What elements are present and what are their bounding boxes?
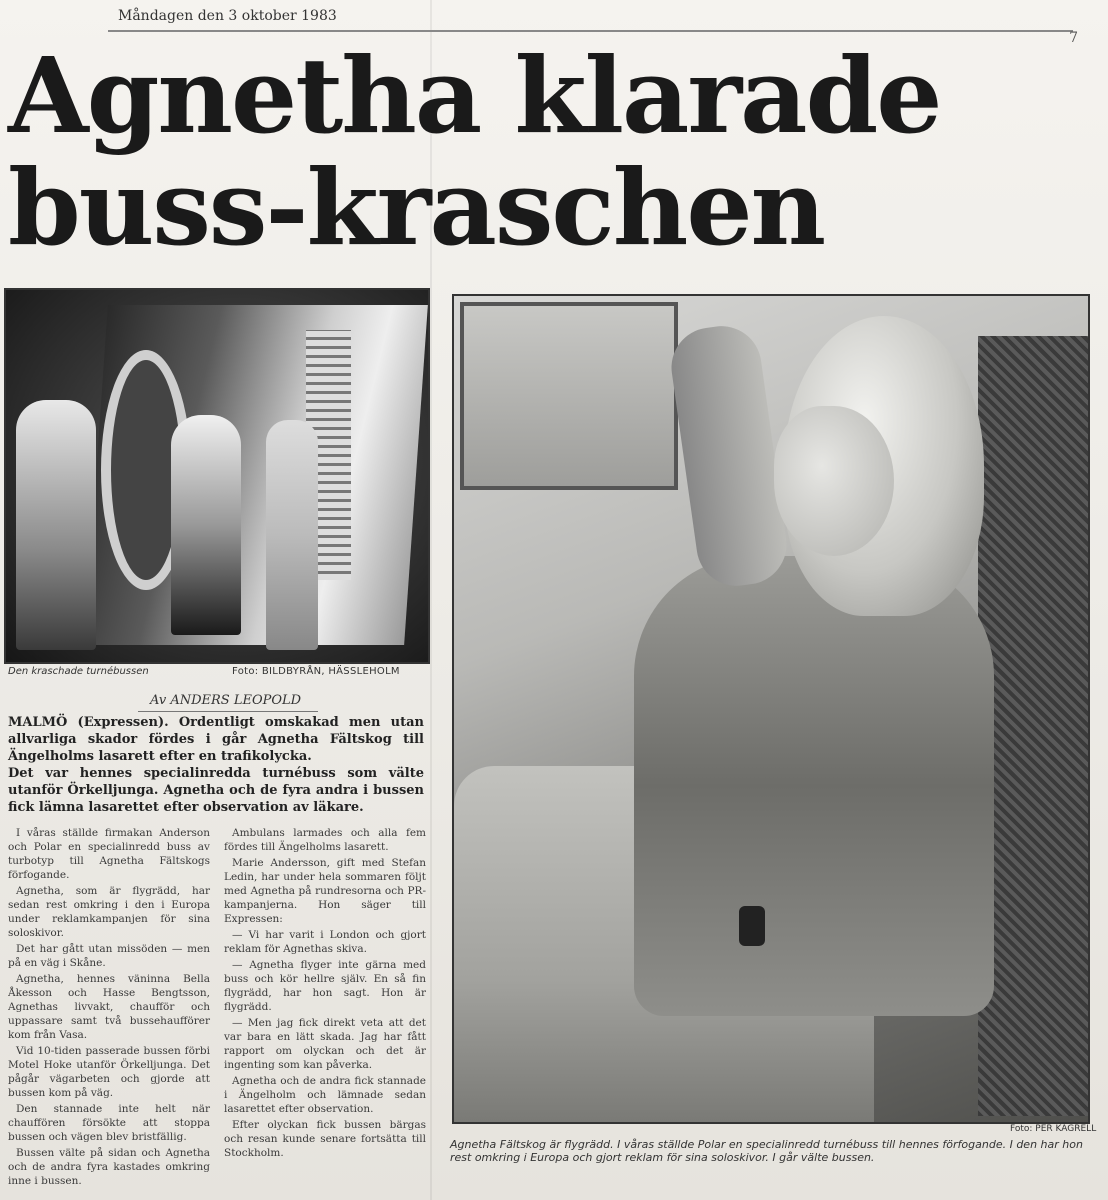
wristwatch — [739, 906, 765, 946]
crash-photo-credit: Foto: BILDBYRÅN, HÄSSLEHOLM — [232, 666, 400, 677]
headline-line-2: buss-kraschen — [8, 146, 825, 269]
body-paragraph: Agnetha, som är flygrädd, har sedan rest omkring i den i Europa under reklamkampanjen för sina soloskivor. — [8, 885, 210, 939]
byline-rule — [138, 711, 318, 712]
dateline-rule — [108, 30, 1073, 32]
article-column-2 — [224, 826, 426, 1200]
body-paragraph: Bussen välte på sidan och Agnetha och de andra fyra kastades omkring inne i bussen. — [8, 1147, 210, 1187]
body-paragraph: I våras ställde firmakan Anderson och Polar en specialinredd buss av turbotyp till Agnetha Fältskogs förfogande. — [8, 827, 210, 881]
lead-paragraphs — [8, 714, 424, 816]
body-paragraph: Det har gått utan missöden — men på en väg i Skåne. — [8, 943, 210, 969]
rescuer-figure — [171, 415, 241, 635]
bus-window — [460, 302, 678, 490]
crash-photo — [4, 288, 430, 664]
page-number: 7 — [1069, 30, 1078, 46]
byline: Av ANDERS LEOPOLD — [150, 693, 302, 708]
portrait-raised-arm — [666, 321, 791, 591]
body-paragraph: Efter olyckan fick bussen bärgas och resan kunde senare fortsätta till Stockholm. — [224, 1119, 426, 1159]
body-paragraph: Agnetha, hennes väninna Bella Åkesson och Hasse Bengtsson, Agnethas livvakt, chaufför och uppassare samt två bussehaufförer kom från Vasa. — [8, 973, 210, 1041]
portrait-photo-credit: Foto: PER KAGRELL — [1010, 1124, 1097, 1134]
portrait-face — [774, 406, 894, 556]
portrait-photo-caption: Agnetha Fältskog är flygrädd. I våras ställde Polar en specialinredd turnébuss till hennes förfogande. I den har hon rest omkring i Europa och gjort reklam för sina soloskivor. I går välte bussen. — [450, 1138, 1083, 1164]
lead-paragraph: MALMÖ (Expressen). Ordentligt omskakad men utan allvarliga skador fördes i går Agnetha Fältskog till Ängelholms lasarett efter en trafikolycka. — [8, 715, 424, 764]
body-paragraph: Vid 10-tiden passerade bussen förbi Motel Hoke utanför Örkelljunga. Det pågår vägarbeten och gjorde att bussen kom på väg. — [8, 1045, 210, 1099]
headline-line-1: Agnetha klarade — [8, 34, 941, 157]
firefighter-figure — [16, 400, 96, 650]
portrait-body — [634, 556, 994, 1016]
body-paragraph: — Vi har varit i London och gjort reklam för Agnethas skiva. — [224, 929, 426, 955]
lead-paragraph: Det var hennes specialinredda turnébuss som välte utanför Örkelljunga. Agnetha och de fyra andra i bussen fick lämna lasarettet efter observation av läkare. — [8, 766, 424, 815]
bystander-figure — [266, 420, 318, 650]
headline — [8, 34, 1098, 269]
body-paragraph: — Men jag fick direkt veta att det var bara en lätt skada. Jag har fått rapport om olyckan och det är ingenting som kan påverka. — [224, 1017, 426, 1071]
seat-upholstery — [978, 336, 1088, 1116]
dateline: Måndagen den 3 oktober 1983 — [118, 8, 337, 24]
body-paragraph: Agnetha och de andra fick stannade i Ängelholm och lämnade sedan lasarettet efter observation. — [224, 1075, 426, 1115]
article-body — [8, 826, 426, 1200]
portrait-photo — [452, 294, 1090, 1124]
body-paragraph: Ambulans larmades och alla fem fördes till Ängelholms lasarett. — [224, 827, 426, 853]
body-paragraph: — Agnetha flyger inte gärna med buss och kör hellre själv. En så fin flygrädd, har hon sagt. Hon är flygrädd. — [224, 959, 426, 1013]
article-column-1 — [8, 826, 210, 1200]
crash-photo-caption: Den kraschade turnébussen — [8, 666, 149, 677]
body-paragraph: Marie Andersson, gift med Stefan Ledin, har under hela sommaren följt med Agnetha på rundresorna och PR-kampanjerna. Hon säger till Expressen: — [224, 857, 426, 925]
body-paragraph: Den stannade inte helt när chauffören försökte att stoppa bussen och vägen blev bristfällig. — [8, 1103, 210, 1143]
